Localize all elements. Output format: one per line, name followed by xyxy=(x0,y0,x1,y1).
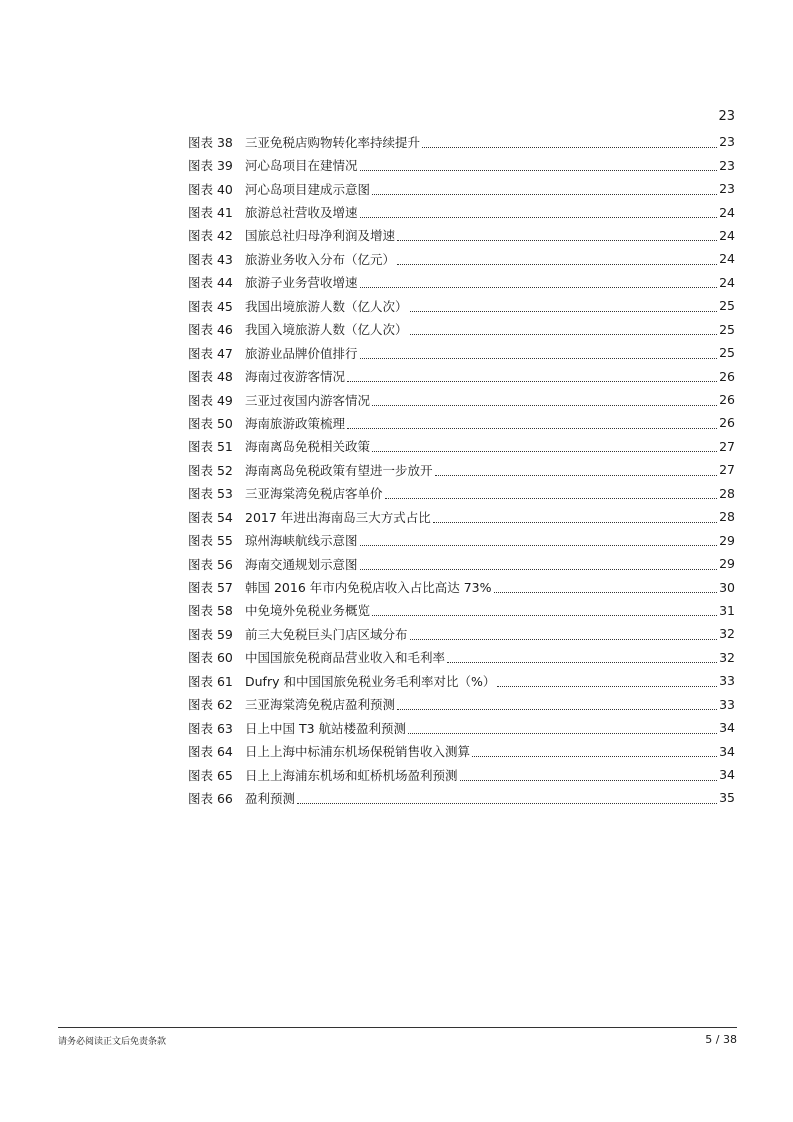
toc-entry[interactable] xyxy=(188,786,735,809)
figure-title: 日上上海浦东机场和虹桥机场盈利预测 xyxy=(245,767,458,783)
toc-entry-label xyxy=(188,531,358,549)
toc-page-number: 24 xyxy=(719,251,735,267)
toc-entry[interactable] xyxy=(188,458,735,481)
figure-title: 日上上海中标浦东机场保税销售收入测算 xyxy=(245,744,471,760)
toc-page-number: 34 xyxy=(719,767,735,783)
toc-entry-label xyxy=(188,578,492,596)
dot-leader xyxy=(497,677,717,687)
toc-entry-label xyxy=(188,250,395,268)
toc-entry[interactable] xyxy=(188,552,735,575)
toc-entry[interactable] xyxy=(188,693,735,716)
figure-number: 图表 62 xyxy=(188,697,233,713)
figure-number: 图表 45 xyxy=(188,298,233,314)
dot-leader xyxy=(397,700,717,710)
toc-entry[interactable] xyxy=(188,224,735,247)
dot-leader xyxy=(460,771,718,781)
figure-number: 图表 44 xyxy=(188,275,233,291)
figure-title: Dufry 和中国国旅免税业务毛利率对比（%） xyxy=(245,673,496,689)
figure-number: 图表 65 xyxy=(188,767,233,783)
figure-number: 图表 55 xyxy=(188,533,233,549)
toc-entry[interactable] xyxy=(188,271,735,294)
toc-entry[interactable] xyxy=(188,739,735,762)
figure-number: 图表 51 xyxy=(188,439,233,455)
figure-title: 盈利预测 xyxy=(245,790,296,806)
toc-page-number: 33 xyxy=(719,696,735,712)
toc-entry-label xyxy=(188,789,295,807)
toc-entry-label xyxy=(188,648,445,666)
toc-page-number: 31 xyxy=(719,602,735,618)
figure-title: 海南离岛免税政策有望进一步放开 xyxy=(245,462,433,478)
toc-entry-label xyxy=(188,437,370,455)
figure-title: 琼州海峡航线示意图 xyxy=(245,533,358,549)
toc-entry-label xyxy=(188,601,370,619)
figure-number: 图表 54 xyxy=(188,509,233,525)
toc-entry-label xyxy=(188,766,458,784)
dot-leader xyxy=(360,349,718,359)
toc-entry[interactable] xyxy=(188,388,735,411)
dot-leader xyxy=(372,185,717,195)
toc-entry-label xyxy=(188,414,345,432)
toc-entry[interactable] xyxy=(188,411,735,434)
toc-entry-label xyxy=(188,180,370,198)
toc-entry[interactable] xyxy=(188,294,735,317)
dot-leader xyxy=(385,489,718,499)
figure-title: 三亚海棠湾免税店盈利预测 xyxy=(245,697,396,713)
figure-number: 图表 57 xyxy=(188,580,233,596)
toc-page-number: 27 xyxy=(719,462,735,478)
toc-entry-label xyxy=(188,344,358,362)
toc-page-number: 34 xyxy=(719,720,735,736)
footer-disclaimer: 请务必阅读正文后免责条款 xyxy=(58,1037,167,1047)
toc-entry-label xyxy=(188,672,495,690)
toc-page-number: 26 xyxy=(719,392,735,408)
dot-leader xyxy=(360,536,718,546)
dot-leader xyxy=(297,794,717,804)
toc-page-number: 35 xyxy=(719,790,735,806)
previous-page-number: 23 xyxy=(718,109,735,124)
toc-entry[interactable] xyxy=(188,622,735,645)
dot-leader xyxy=(360,278,718,288)
figure-title: 2017 年进出海南岛三大方式占比 xyxy=(245,509,431,525)
figure-title: 日上中国 T3 航站楼盈利预测 xyxy=(245,720,407,736)
figure-title: 我国出境旅游人数（亿人次） xyxy=(245,298,408,314)
dot-leader xyxy=(410,302,718,312)
toc-entry[interactable] xyxy=(188,575,735,598)
figure-title: 我国入境旅游人数（亿人次） xyxy=(245,322,408,338)
dot-leader xyxy=(433,513,717,523)
figure-number: 图表 60 xyxy=(188,650,233,666)
toc-entry-label xyxy=(188,484,383,502)
toc-entry-label xyxy=(188,508,431,526)
figure-number: 图表 64 xyxy=(188,744,233,760)
figure-number: 图表 47 xyxy=(188,345,233,361)
figure-number: 图表 66 xyxy=(188,790,233,806)
toc-page-number: 28 xyxy=(719,485,735,501)
footer-page-number: 5 / 38 xyxy=(705,1033,737,1046)
toc-entry-label xyxy=(188,461,433,479)
figure-title: 三亚过夜国内游客情况 xyxy=(245,392,371,408)
figure-title: 前三大免税巨头门店区域分布 xyxy=(245,626,408,642)
toc-page-number: 23 xyxy=(719,181,735,197)
dot-leader xyxy=(410,630,718,640)
toc-entry-label xyxy=(188,367,345,385)
toc-entry[interactable] xyxy=(188,247,735,270)
toc-page-number: 23 xyxy=(719,134,735,150)
figure-number: 图表 38 xyxy=(188,134,233,150)
dot-leader xyxy=(397,255,717,265)
dot-leader xyxy=(447,653,717,663)
figure-title: 三亚免税店购物转化率持续提升 xyxy=(245,134,421,150)
figure-number: 图表 40 xyxy=(188,181,233,197)
dot-leader xyxy=(372,442,717,452)
figure-number: 图表 50 xyxy=(188,415,233,431)
figure-title: 三亚海棠湾免税店客单价 xyxy=(245,486,383,502)
toc-entry-label xyxy=(188,391,370,409)
figure-title: 海南过夜游客情况 xyxy=(245,369,346,385)
toc-entry[interactable] xyxy=(188,599,735,622)
figure-number: 图表 41 xyxy=(188,205,233,221)
figure-number: 图表 59 xyxy=(188,626,233,642)
toc-page-number: 26 xyxy=(719,415,735,431)
toc-page-number: 25 xyxy=(719,298,735,314)
toc-page-number: 32 xyxy=(719,626,735,642)
figure-number: 图表 48 xyxy=(188,369,233,385)
dot-leader xyxy=(408,724,717,734)
toc-entry[interactable] xyxy=(188,669,735,692)
toc-page-number: 23 xyxy=(719,157,735,173)
figure-number: 图表 52 xyxy=(188,462,233,478)
figure-title: 旅游业品牌价值排行 xyxy=(245,345,358,361)
dot-leader xyxy=(347,419,717,429)
dot-leader xyxy=(360,208,718,218)
toc-entry-label xyxy=(188,203,358,221)
toc-entry-label xyxy=(188,297,408,315)
dot-leader xyxy=(494,583,718,593)
figure-title: 国旅总社归母净利润及增速 xyxy=(245,228,396,244)
toc-page-number: 32 xyxy=(719,649,735,665)
toc-entry[interactable] xyxy=(188,763,735,786)
toc-page-number: 29 xyxy=(719,532,735,548)
footer-divider xyxy=(58,1027,737,1028)
toc-entry-label xyxy=(188,133,420,151)
toc-entry-label xyxy=(188,226,395,244)
figure-title: 河心岛项目建成示意图 xyxy=(245,181,371,197)
figure-title: 旅游业务收入分布（亿元） xyxy=(245,251,396,267)
toc-page-number: 25 xyxy=(719,345,735,361)
toc-entry[interactable] xyxy=(188,364,735,387)
dot-leader xyxy=(360,560,718,570)
dot-leader xyxy=(347,372,717,382)
toc-entry[interactable] xyxy=(188,482,735,505)
dot-leader xyxy=(435,466,718,476)
toc-entry[interactable] xyxy=(188,528,735,551)
figure-number: 图表 53 xyxy=(188,486,233,502)
figure-number: 图表 63 xyxy=(188,720,233,736)
toc-entry[interactable] xyxy=(188,341,735,364)
figure-title: 中国国旅免税商品营业收入和毛利率 xyxy=(245,650,446,666)
toc-page-number: 34 xyxy=(719,743,735,759)
toc-page-number: 24 xyxy=(719,204,735,220)
toc-entry[interactable] xyxy=(188,505,735,528)
toc-entry[interactable] xyxy=(188,646,735,669)
toc-entry-label xyxy=(188,273,358,291)
figure-number: 图表 43 xyxy=(188,251,233,267)
toc-entry-label xyxy=(188,156,358,174)
toc-page-number: 24 xyxy=(719,274,735,290)
toc-page-number: 29 xyxy=(719,556,735,572)
toc-page-number: 25 xyxy=(719,321,735,337)
dot-leader xyxy=(410,325,718,335)
dot-leader xyxy=(372,606,717,616)
toc-entry-label xyxy=(188,625,408,643)
dot-leader xyxy=(360,161,718,171)
toc-entry[interactable] xyxy=(188,153,735,176)
toc-entry[interactable] xyxy=(188,130,735,153)
toc-entry[interactable] xyxy=(188,177,735,200)
figure-number: 图表 56 xyxy=(188,556,233,572)
dot-leader xyxy=(472,747,717,757)
toc-page-number: 26 xyxy=(719,368,735,384)
figure-number: 图表 61 xyxy=(188,673,233,689)
toc-entry[interactable] xyxy=(188,200,735,223)
table-of-figures xyxy=(188,130,735,810)
dot-leader xyxy=(422,138,717,148)
figure-title: 中免境外免税业务概览 xyxy=(245,603,371,619)
toc-page-number: 28 xyxy=(719,509,735,525)
toc-entry[interactable] xyxy=(188,435,735,458)
toc-page-number: 27 xyxy=(719,438,735,454)
figure-number: 图表 42 xyxy=(188,228,233,244)
toc-entry-label xyxy=(188,695,395,713)
dot-leader xyxy=(397,231,717,241)
toc-entry[interactable] xyxy=(188,716,735,739)
figure-title: 海南旅游政策梳理 xyxy=(245,415,346,431)
figure-number: 图表 58 xyxy=(188,603,233,619)
figure-title: 河心岛项目在建情况 xyxy=(245,158,358,174)
figure-number: 图表 46 xyxy=(188,322,233,338)
toc-entry-label xyxy=(188,719,406,737)
figure-title: 旅游总社营收及增速 xyxy=(245,205,358,221)
figure-title: 海南离岛免税相关政策 xyxy=(245,439,371,455)
figure-number: 图表 39 xyxy=(188,158,233,174)
figure-title: 旅游子业务营收增速 xyxy=(245,275,358,291)
toc-entry-label xyxy=(188,742,470,760)
toc-entry[interactable] xyxy=(188,318,735,341)
figure-title: 韩国 2016 年市内免税店收入占比高达 73% xyxy=(245,580,492,596)
toc-page-number: 24 xyxy=(719,227,735,243)
toc-page-number: 33 xyxy=(719,673,735,689)
toc-entry-label xyxy=(188,555,358,573)
figure-number: 图表 49 xyxy=(188,392,233,408)
dot-leader xyxy=(372,396,717,406)
toc-entry-label xyxy=(188,320,408,338)
toc-page-number: 30 xyxy=(719,579,735,595)
figure-title: 海南交通规划示意图 xyxy=(245,556,358,572)
